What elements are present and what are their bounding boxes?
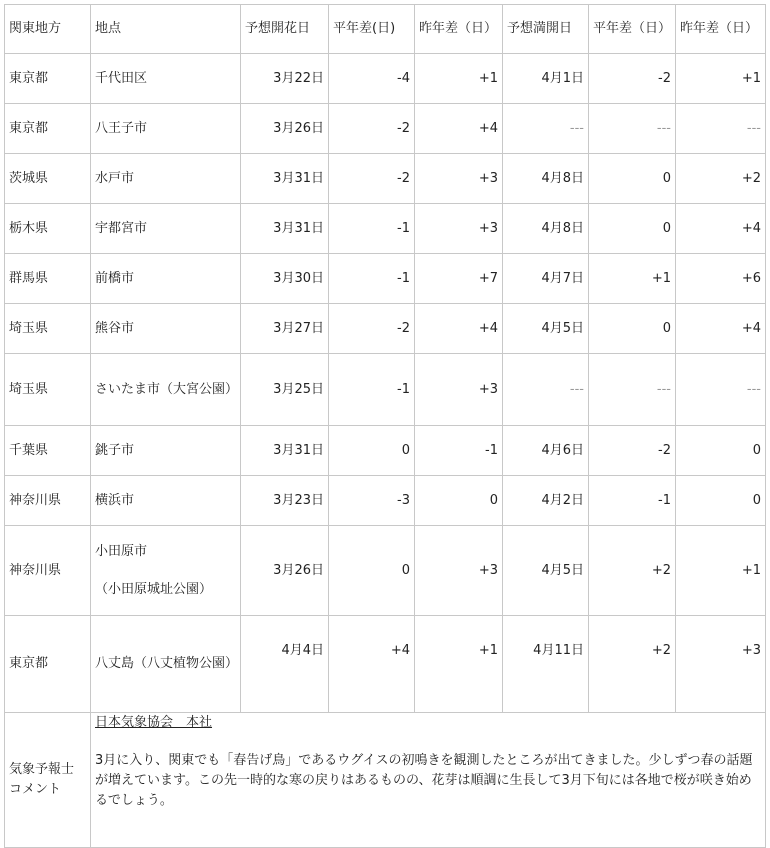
- bloom-avg-diff: 0: [329, 426, 415, 476]
- full-prev-diff: +4: [676, 304, 766, 354]
- bloom-date: 3月22日: [241, 54, 329, 104]
- table-row: [5, 526, 766, 616]
- header-bloom-avg-diff: 平年差(日): [329, 5, 415, 54]
- full-bloom-date: 4月6日: [503, 426, 589, 476]
- location: 横浜市: [91, 476, 241, 526]
- full-bloom-date: 4月7日: [503, 254, 589, 304]
- full-avg-diff: -2: [589, 54, 676, 104]
- full-avg-diff: 0: [589, 154, 676, 204]
- location: [91, 526, 241, 616]
- prefecture: 東京都: [5, 616, 91, 713]
- full-prev-diff: +3: [676, 616, 766, 713]
- bloom-date: 3月25日: [241, 354, 329, 426]
- table-row: [5, 426, 766, 476]
- comment-row: [5, 713, 766, 848]
- prefecture: 茨城県: [5, 154, 91, 204]
- bloom-avg-diff: -1: [329, 254, 415, 304]
- forecaster-comment: [91, 713, 766, 848]
- prefecture: 埼玉県: [5, 354, 91, 426]
- full-bloom-date: 4月5日: [503, 526, 589, 616]
- bloom-date: 3月31日: [241, 154, 329, 204]
- table-row: [5, 354, 766, 426]
- location: 千代田区: [91, 54, 241, 104]
- full-prev-diff: +4: [676, 204, 766, 254]
- full-bloom-date: 4月8日: [503, 154, 589, 204]
- table-row: [5, 476, 766, 526]
- bloom-date: 3月30日: [241, 254, 329, 304]
- table-row: [5, 54, 766, 104]
- bloom-prev-diff: +3: [415, 204, 503, 254]
- full-bloom-date: 4月5日: [503, 304, 589, 354]
- location: 八丈島（八丈植物公園）: [91, 616, 241, 713]
- bloom-prev-diff: +1: [415, 54, 503, 104]
- bloom-prev-diff: +3: [415, 354, 503, 426]
- bloom-date: 3月26日: [241, 104, 329, 154]
- bloom-date: 4月4日: [241, 616, 329, 713]
- prefecture: 東京都: [5, 104, 91, 154]
- location-name: 小田原市: [95, 543, 148, 559]
- header-full-bloom-date: 予想満開日: [503, 5, 589, 54]
- location: さいたま市（大宮公園）: [91, 354, 241, 426]
- comment-text: 3月に入り、関東でも「春告げ鳥」であるウグイスの初鳴きを観測したところが出てきました。少しずつ春の話題が増えています。この先一時的な寒の戻りはあるものの、花芽は順調に生長して3月下旬には各地で桜が咲き始めるでしょう。: [95, 753, 753, 808]
- bloom-avg-diff: -2: [329, 154, 415, 204]
- prefecture: 神奈川県: [5, 476, 91, 526]
- bloom-prev-diff: -1: [415, 426, 503, 476]
- bloom-avg-diff: -1: [329, 354, 415, 426]
- bloom-avg-diff: -3: [329, 476, 415, 526]
- prefecture: 群馬県: [5, 254, 91, 304]
- table-row: [5, 304, 766, 354]
- full-avg-diff: 0: [589, 304, 676, 354]
- full-prev-diff: ---: [676, 354, 766, 426]
- table-row: [5, 154, 766, 204]
- bloom-prev-diff: +4: [415, 104, 503, 154]
- full-avg-diff: +2: [589, 616, 676, 713]
- sakura-forecast-table: [4, 4, 766, 848]
- location: 前橋市: [91, 254, 241, 304]
- header-full-prev-diff: 昨年差（日）: [676, 5, 766, 54]
- full-prev-diff: 0: [676, 426, 766, 476]
- bloom-avg-diff: -4: [329, 54, 415, 104]
- full-bloom-date: 4月2日: [503, 476, 589, 526]
- bloom-prev-diff: +4: [415, 304, 503, 354]
- location: 宇都宮市: [91, 204, 241, 254]
- header-region: 関東地方: [5, 5, 91, 54]
- full-avg-diff: +1: [589, 254, 676, 304]
- header-row: [5, 5, 766, 54]
- bloom-avg-diff: +4: [329, 616, 415, 713]
- full-avg-diff: ---: [589, 354, 676, 426]
- full-bloom-date: 4月1日: [503, 54, 589, 104]
- bloom-date: 3月27日: [241, 304, 329, 354]
- comment-source-link[interactable]: 日本気象協会 本社: [95, 715, 213, 730]
- full-bloom-date: ---: [503, 354, 589, 426]
- header-bloom-date: 予想開花日: [241, 5, 329, 54]
- forecaster-comment-label: 気象予報士コメント: [5, 713, 91, 848]
- table-row: [5, 104, 766, 154]
- header-full-avg-diff: 平年差（日）: [589, 5, 676, 54]
- bloom-prev-diff: 0: [415, 476, 503, 526]
- full-avg-diff: -1: [589, 476, 676, 526]
- full-bloom-date: 4月11日: [503, 616, 589, 713]
- full-avg-diff: -2: [589, 426, 676, 476]
- bloom-prev-diff: +3: [415, 526, 503, 616]
- full-prev-diff: +2: [676, 154, 766, 204]
- bloom-avg-diff: -2: [329, 304, 415, 354]
- location: 熊谷市: [91, 304, 241, 354]
- table-row: [5, 204, 766, 254]
- prefecture: 東京都: [5, 54, 91, 104]
- bloom-avg-diff: -1: [329, 204, 415, 254]
- table-row: [5, 254, 766, 304]
- full-avg-diff: +2: [589, 526, 676, 616]
- bloom-prev-diff: +3: [415, 154, 503, 204]
- bloom-date: 3月31日: [241, 204, 329, 254]
- full-bloom-date: 4月8日: [503, 204, 589, 254]
- full-avg-diff: 0: [589, 204, 676, 254]
- bloom-avg-diff: 0: [329, 526, 415, 616]
- full-prev-diff: 0: [676, 476, 766, 526]
- bloom-date: 3月31日: [241, 426, 329, 476]
- prefecture: 埼玉県: [5, 304, 91, 354]
- prefecture: 千葉県: [5, 426, 91, 476]
- full-prev-diff: +1: [676, 54, 766, 104]
- prefecture: 神奈川県: [5, 526, 91, 616]
- full-bloom-date: ---: [503, 104, 589, 154]
- bloom-date: 3月26日: [241, 526, 329, 616]
- full-avg-diff: ---: [589, 104, 676, 154]
- header-bloom-prev-diff: 昨年差（日）: [415, 5, 503, 54]
- bloom-prev-diff: +7: [415, 254, 503, 304]
- full-prev-diff: +6: [676, 254, 766, 304]
- location: 水戸市: [91, 154, 241, 204]
- prefecture: 栃木県: [5, 204, 91, 254]
- header-location: 地点: [91, 5, 241, 54]
- bloom-prev-diff: +1: [415, 616, 503, 713]
- table-row: [5, 616, 766, 713]
- location: 八王子市: [91, 104, 241, 154]
- full-prev-diff: ---: [676, 104, 766, 154]
- location: 銚子市: [91, 426, 241, 476]
- bloom-avg-diff: -2: [329, 104, 415, 154]
- bloom-date: 3月23日: [241, 476, 329, 526]
- location-sub: （小田原城址公園）: [95, 581, 213, 597]
- full-prev-diff: +1: [676, 526, 766, 616]
